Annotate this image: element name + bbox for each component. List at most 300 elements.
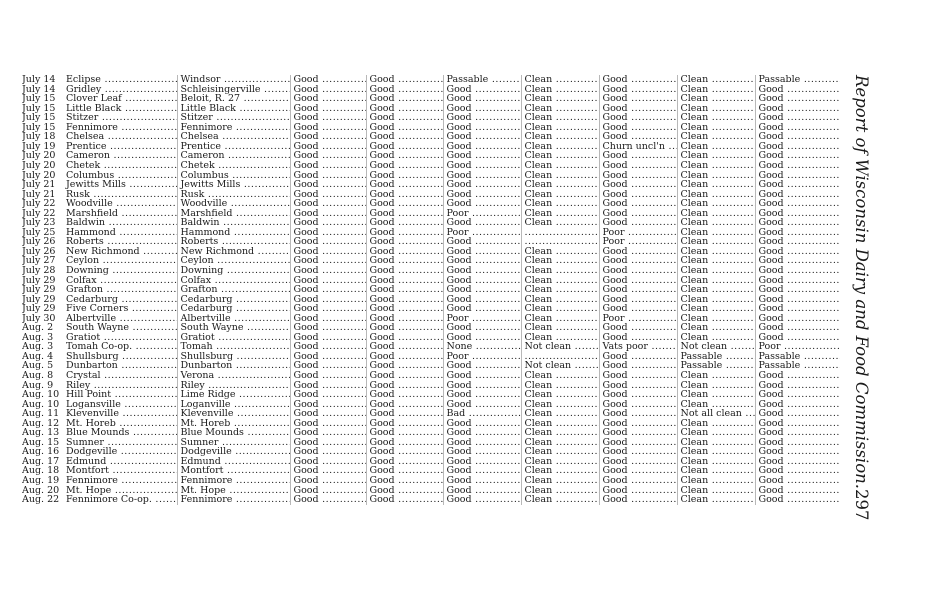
condition-7-cell	[755, 85, 840, 95]
condition-5-cell	[599, 275, 677, 285]
inspected-at: Mt. Horeb	[180, 418, 231, 429]
inspected-at-cell	[177, 123, 290, 133]
condition-5: Good	[602, 466, 628, 476]
condition-3: Good	[446, 370, 472, 381]
condition-3-cell	[443, 438, 521, 448]
condition-1: Good	[293, 151, 319, 161]
condition-5: Good	[602, 380, 628, 391]
condition-2: Good	[369, 141, 395, 152]
condition-3: Good	[446, 323, 472, 333]
condition-1: Good	[293, 332, 319, 343]
condition-2: Good	[369, 113, 395, 123]
condition-2-cell	[366, 190, 443, 200]
condition-7: Good	[758, 475, 784, 486]
condition-2: Good	[369, 304, 395, 314]
condition-6-cell	[677, 400, 755, 410]
condition-3: Good	[446, 237, 472, 247]
condition-4-cell	[521, 285, 599, 295]
condition-4: Clean	[524, 399, 553, 410]
condition-5: Good	[602, 246, 628, 257]
inspection-date: Aug. 9	[22, 380, 54, 391]
inspected-at: Tomah	[180, 342, 213, 352]
inspected-at-cell	[177, 381, 290, 391]
condition-4-cell	[521, 466, 599, 476]
condition-1: Good	[293, 189, 319, 200]
condition-1: Good	[293, 199, 319, 209]
condition-2: Good	[369, 132, 395, 142]
table-row	[22, 247, 840, 257]
condition-4: Clean	[524, 485, 553, 496]
table-row	[22, 419, 840, 429]
inspected-at: Loganville	[180, 399, 231, 410]
condition-5: Good	[602, 409, 628, 419]
condition-5: Good	[602, 351, 628, 362]
factory-name: Baldwin	[66, 218, 106, 228]
condition-6: Clean	[680, 170, 709, 181]
table-row	[22, 209, 840, 219]
condition-2: Good	[369, 218, 395, 228]
condition-2-cell	[366, 180, 443, 190]
condition-4: Clean	[524, 323, 553, 333]
condition-5: Good	[602, 495, 628, 505]
condition-6: Clean	[680, 84, 709, 95]
condition-3-cell	[443, 304, 521, 314]
condition-3: Good	[446, 332, 472, 343]
condition-3: Good	[446, 170, 472, 181]
condition-2: Good	[369, 246, 395, 257]
inspection-date: Aug. 18	[22, 466, 60, 476]
condition-6-cell	[677, 486, 755, 496]
condition-3-cell	[443, 381, 521, 391]
condition-6: Clean	[680, 323, 709, 333]
condition-1: Good	[293, 237, 319, 247]
condition-3-cell	[443, 209, 521, 219]
condition-2-cell	[366, 266, 443, 276]
table-row	[22, 390, 840, 400]
condition-6-cell	[677, 352, 755, 362]
factory-cell	[22, 132, 177, 142]
condition-4-cell	[521, 333, 599, 343]
condition-3-cell	[443, 161, 521, 171]
condition-4-cell	[521, 85, 599, 95]
condition-2: Good	[369, 256, 395, 266]
condition-3: Poor	[446, 313, 469, 324]
factory-cell	[22, 151, 177, 161]
inspected-at: Edmund	[180, 456, 221, 467]
factory-cell	[22, 180, 177, 190]
condition-3: Good	[446, 390, 472, 400]
condition-2-cell	[366, 466, 443, 476]
condition-6-cell	[677, 457, 755, 467]
condition-4: Clean	[524, 94, 553, 104]
condition-2-cell	[366, 209, 443, 219]
condition-5: Good	[602, 437, 628, 448]
inspected-at: Dodgeville	[180, 447, 232, 457]
factory-cell	[22, 228, 177, 238]
page-number: 297	[852, 489, 872, 521]
factory-name: Mt. Horeb	[66, 418, 116, 429]
condition-2: Good	[369, 495, 395, 505]
factory-cell	[22, 438, 177, 448]
condition-7-cell	[755, 123, 840, 133]
condition-3: Good	[446, 141, 472, 152]
condition-7: Good	[758, 399, 784, 410]
condition-7-cell	[755, 342, 840, 352]
inspected-at-cell	[177, 151, 290, 161]
condition-2-cell	[366, 304, 443, 314]
inspection-date: Aug. 10	[22, 399, 60, 410]
condition-2-cell	[366, 142, 443, 152]
condition-1-cell	[290, 285, 366, 295]
inspected-at-cell	[177, 285, 290, 295]
condition-4: Clean	[524, 390, 553, 400]
condition-4: Clean	[524, 189, 553, 200]
condition-7: Poor	[758, 342, 781, 352]
condition-5-cell	[599, 218, 677, 228]
condition-1: Good	[293, 428, 319, 438]
inspected-at: Columbus	[180, 170, 229, 181]
condition-1: Good	[293, 342, 319, 352]
condition-1: Good	[293, 409, 319, 419]
condition-1-cell	[290, 400, 366, 410]
condition-7-cell	[755, 151, 840, 161]
table-row	[22, 371, 840, 381]
condition-6-cell	[677, 247, 755, 257]
condition-5: Good	[602, 428, 628, 438]
condition-1: Good	[293, 84, 319, 95]
inspection-date: July 25	[22, 227, 56, 238]
condition-3: Good	[446, 399, 472, 410]
inspection-date: July 20	[22, 151, 56, 161]
condition-2-cell	[366, 170, 443, 180]
condition-7-cell	[755, 323, 840, 333]
inspected-at-cell	[177, 94, 290, 104]
inspected-at: Cedarburg	[180, 304, 233, 314]
condition-7: Good	[758, 170, 784, 181]
condition-4: Clean	[524, 437, 553, 448]
inspection-date: Aug. 3	[22, 342, 54, 352]
condition-3: None	[446, 342, 473, 352]
condition-2-cell	[366, 85, 443, 95]
condition-5-cell	[599, 247, 677, 257]
condition-2-cell	[366, 113, 443, 123]
condition-1: Good	[293, 275, 319, 286]
condition-5: Good	[602, 447, 628, 457]
condition-2-cell	[366, 75, 443, 85]
condition-1: Good	[293, 466, 319, 476]
condition-3: Good	[446, 84, 472, 95]
condition-7: Good	[758, 285, 784, 295]
condition-5-cell	[599, 428, 677, 438]
condition-4-cell	[521, 161, 599, 171]
condition-3-cell	[443, 151, 521, 161]
condition-6: Clean	[680, 399, 709, 410]
condition-5-cell	[599, 170, 677, 180]
table-row	[22, 428, 840, 438]
condition-4-cell	[521, 151, 599, 161]
condition-6-cell	[677, 151, 755, 161]
condition-6: Clean	[680, 370, 709, 381]
condition-2-cell	[366, 94, 443, 104]
condition-4-cell	[521, 400, 599, 410]
condition-5-cell	[599, 142, 677, 152]
condition-1-cell	[290, 142, 366, 152]
condition-2: Good	[369, 475, 395, 486]
condition-5: Good	[602, 199, 628, 209]
condition-1-cell	[290, 495, 366, 505]
condition-3: Good	[446, 94, 472, 104]
condition-2: Good	[369, 447, 395, 457]
inspected-at-cell	[177, 438, 290, 448]
condition-7: Good	[758, 380, 784, 391]
condition-7-cell	[755, 113, 840, 123]
condition-5-cell	[599, 295, 677, 305]
condition-2: Good	[369, 94, 395, 104]
condition-1-cell	[290, 237, 366, 247]
inspected-at: Blue Mounds	[180, 428, 244, 438]
inspection-date: July 20	[22, 160, 56, 171]
inspected-at: Verona	[180, 370, 215, 381]
inspected-at-cell	[177, 295, 290, 305]
condition-4: Clean	[524, 103, 553, 114]
condition-2-cell	[366, 161, 443, 171]
inspection-date: Aug. 20	[22, 485, 60, 496]
condition-3: Good	[446, 246, 472, 257]
factory-cell	[22, 285, 177, 295]
condition-1-cell	[290, 275, 366, 285]
condition-1-cell	[290, 256, 366, 266]
inspected-at-cell	[177, 275, 290, 285]
factory-cell	[22, 104, 177, 114]
condition-6: Clean	[680, 189, 709, 200]
condition-6: Clean	[680, 475, 709, 486]
condition-1: Good	[293, 227, 319, 238]
condition-1-cell	[290, 190, 366, 200]
factory-name: Woodville	[66, 199, 113, 209]
condition-4: Clean	[524, 218, 553, 228]
condition-3-cell	[443, 132, 521, 142]
condition-7-cell	[755, 190, 840, 200]
factory-cell	[22, 447, 177, 457]
factory-name: Downing	[66, 265, 109, 276]
inspection-date: Aug. 12	[22, 418, 60, 429]
condition-7-cell	[755, 142, 840, 152]
condition-6: Clean	[680, 495, 709, 505]
factory-name: Tomah Co-op.	[66, 342, 133, 352]
condition-1-cell	[290, 180, 366, 190]
inspection-date: July 29	[22, 294, 56, 305]
factory-name: Fennimore	[66, 122, 118, 133]
factory-cell	[22, 142, 177, 152]
table-row	[22, 275, 840, 285]
inspected-at-cell	[177, 333, 290, 343]
condition-2: Good	[369, 103, 395, 114]
condition-1-cell	[290, 151, 366, 161]
inspected-at-cell	[177, 371, 290, 381]
condition-6-cell	[677, 361, 755, 371]
condition-2-cell	[366, 314, 443, 324]
condition-5: Poor	[602, 313, 625, 324]
condition-7: Passable	[758, 351, 801, 362]
condition-2-cell	[366, 275, 443, 285]
condition-2-cell	[366, 218, 443, 228]
table-row	[22, 132, 840, 142]
condition-1-cell	[290, 476, 366, 486]
condition-4: Clean	[524, 265, 553, 276]
factory-cell	[22, 352, 177, 362]
condition-1-cell	[290, 123, 366, 133]
factory-name: Eclipse	[66, 75, 101, 85]
condition-5: Good	[602, 390, 628, 400]
condition-5: Good	[602, 94, 628, 104]
condition-2: Good	[369, 313, 395, 324]
condition-1-cell	[290, 170, 366, 180]
condition-6: Clean	[680, 447, 709, 457]
condition-3: Good	[446, 189, 472, 200]
condition-1-cell	[290, 94, 366, 104]
inspection-date: Aug. 16	[22, 447, 60, 457]
condition-7: Passable	[758, 361, 801, 371]
condition-3-cell	[443, 342, 521, 352]
condition-2-cell	[366, 447, 443, 457]
condition-7-cell	[755, 333, 840, 343]
condition-3-cell	[443, 237, 521, 247]
factory-name: Five Corners	[66, 304, 129, 314]
condition-6: Clean	[680, 294, 709, 305]
condition-3-cell	[443, 447, 521, 457]
inspected-at: Chelsea	[180, 132, 219, 142]
condition-6: Clean	[680, 141, 709, 152]
condition-5: Good	[602, 285, 628, 295]
condition-5-cell	[599, 190, 677, 200]
condition-3: Good	[446, 447, 472, 457]
inspected-at-cell	[177, 466, 290, 476]
factory-name: Roberts	[66, 237, 104, 247]
condition-5-cell	[599, 104, 677, 114]
inspected-at-cell	[177, 218, 290, 228]
condition-6-cell	[677, 75, 755, 85]
condition-3: Poor	[446, 227, 469, 238]
running-title: Report of Wisconsin Dairy and Food Commission.	[852, 75, 872, 489]
condition-6: Clean	[680, 313, 709, 324]
condition-5: Good	[602, 189, 628, 200]
condition-2-cell	[366, 495, 443, 505]
inspected-at-cell	[177, 486, 290, 496]
table-row	[22, 151, 840, 161]
condition-2: Good	[369, 237, 395, 247]
condition-7-cell	[755, 361, 840, 371]
condition-6: Clean	[680, 275, 709, 286]
inspection-date: July 18	[22, 132, 56, 142]
condition-4: Clean	[524, 370, 553, 381]
inspected-at: Klevenville	[180, 409, 234, 419]
factory-name: Rusk	[66, 189, 90, 200]
condition-7: Good	[758, 218, 784, 228]
condition-1-cell	[290, 390, 366, 400]
inspection-table	[22, 75, 840, 505]
factory-name: Sumner	[66, 437, 104, 448]
condition-1-cell	[290, 104, 366, 114]
condition-2: Good	[369, 351, 395, 362]
table-row	[22, 466, 840, 476]
table-row	[22, 495, 840, 505]
condition-6-cell	[677, 237, 755, 247]
inspected-at-cell	[177, 361, 290, 371]
condition-4-cell	[521, 275, 599, 285]
condition-6: Clean	[680, 94, 709, 104]
condition-7-cell	[755, 486, 840, 496]
condition-3-cell	[443, 75, 521, 85]
condition-5-cell	[599, 314, 677, 324]
condition-2-cell	[366, 342, 443, 352]
condition-6-cell	[677, 209, 755, 219]
condition-7: Good	[758, 160, 784, 171]
condition-6-cell	[677, 419, 755, 429]
condition-7: Good	[758, 323, 784, 333]
condition-2-cell	[366, 123, 443, 133]
inspection-date: July 20	[22, 170, 56, 181]
factory-cell	[22, 247, 177, 257]
condition-4: Clean	[524, 495, 553, 505]
inspection-date: Aug. 10	[22, 390, 60, 400]
condition-6-cell	[677, 333, 755, 343]
condition-5-cell	[599, 333, 677, 343]
condition-3: Good	[446, 180, 472, 190]
condition-2: Good	[369, 466, 395, 476]
inspected-at-cell	[177, 142, 290, 152]
condition-5-cell	[599, 342, 677, 352]
inspected-at-cell	[177, 304, 290, 314]
condition-7-cell	[755, 409, 840, 419]
inspected-at: Shullsburg	[180, 351, 234, 362]
condition-2-cell	[366, 323, 443, 333]
inspected-at: Stitzer	[180, 113, 213, 123]
inspection-date: July 26	[22, 237, 56, 247]
condition-7: Passable	[758, 75, 801, 85]
condition-4-cell	[521, 495, 599, 505]
inspected-at-cell	[177, 390, 290, 400]
condition-6: Clean	[680, 113, 709, 123]
condition-4: Clean	[524, 456, 553, 467]
condition-6-cell	[677, 218, 755, 228]
factory-cell	[22, 476, 177, 486]
condition-4-cell	[521, 352, 599, 362]
condition-6-cell	[677, 295, 755, 305]
condition-5: Good	[602, 475, 628, 486]
condition-7-cell	[755, 228, 840, 238]
condition-4: Clean	[524, 132, 553, 142]
condition-2-cell	[366, 333, 443, 343]
condition-3: Good	[446, 437, 472, 448]
factory-name: Gratiot	[66, 332, 101, 343]
condition-6-cell	[677, 161, 755, 171]
factory-cell	[22, 295, 177, 305]
condition-5-cell	[599, 495, 677, 505]
condition-1-cell	[290, 409, 366, 419]
inspected-at: New Richmond	[180, 246, 255, 257]
condition-3-cell	[443, 199, 521, 209]
condition-2: Good	[369, 485, 395, 496]
condition-5: Good	[602, 332, 628, 343]
condition-6: Clean	[680, 304, 709, 314]
condition-1: Good	[293, 418, 319, 429]
inspection-date: Aug. 2	[22, 323, 54, 333]
condition-6: Clean	[680, 285, 709, 295]
inspected-at: Mt. Hope	[180, 485, 226, 496]
condition-1: Good	[293, 256, 319, 266]
condition-5-cell	[599, 457, 677, 467]
condition-2-cell	[366, 371, 443, 381]
